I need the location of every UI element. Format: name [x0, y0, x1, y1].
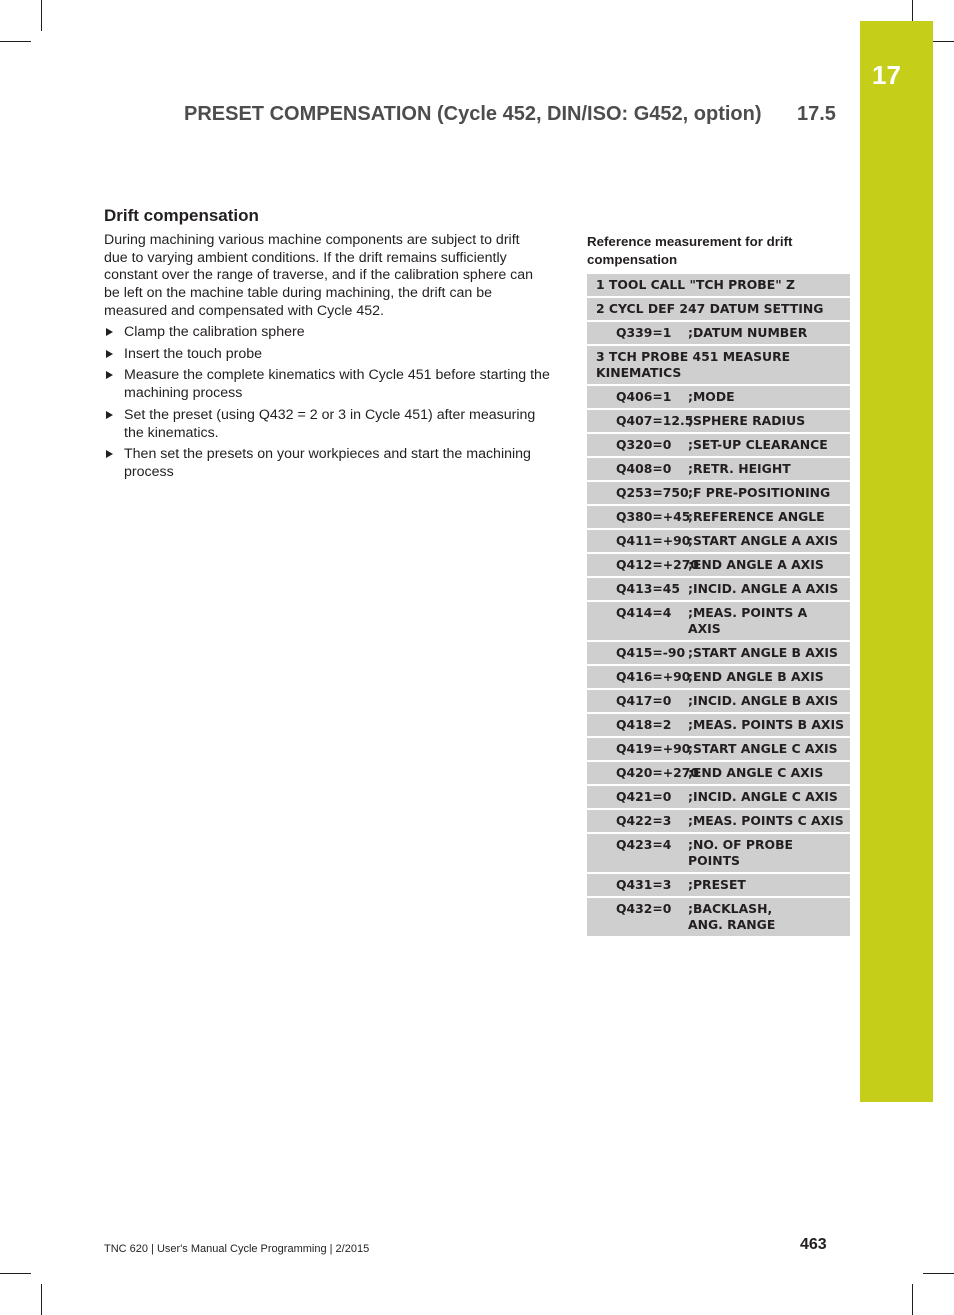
footer-text: TNC 620 | User's Manual Cycle Programming | 2/2015 [104, 1243, 370, 1255]
program-param-row [587, 738, 850, 762]
param-comment: ;END ANGLE A AXIS [688, 557, 824, 572]
param-name: Q422=3 [616, 813, 672, 828]
program-line-text: 3 TCH PROBE 451 MEASURE KINEMATICS [596, 349, 791, 380]
param-name: Q418=2 [616, 717, 672, 732]
param-name: Q421=0 [616, 789, 672, 804]
section-title: Drift compensation [104, 206, 259, 225]
param-name: Q380=+45 [616, 509, 691, 524]
instruction-list [104, 324, 554, 486]
param-comment: ;START ANGLE B AXIS [688, 645, 838, 660]
param-comment: ;MODE [688, 389, 735, 404]
chapter-tab [860, 21, 933, 1102]
param-comment: ;SET-UP CLEARANCE [688, 437, 828, 452]
program-line [587, 274, 850, 298]
list-item-text: Set the preset (using Q432 = 2 or 3 in Cycle 451) after measuring the kinematics. [124, 406, 536, 441]
bullet-arrow-icon [106, 328, 113, 336]
program-line [587, 346, 850, 386]
crop-mark [912, 1284, 913, 1315]
param-name: Q411=+90 [616, 533, 691, 548]
param-name: Q423=4 [616, 837, 672, 852]
bullet-arrow-icon [106, 350, 113, 358]
param-comment: ;INCID. ANGLE C AXIS [688, 789, 838, 804]
program-param-row [587, 666, 850, 690]
program-line-text: 1 TOOL CALL "TCH PROBE" Z [596, 277, 795, 292]
list-item-text: Insert the touch probe [124, 345, 263, 362]
crop-mark [41, 1284, 42, 1315]
param-comment: ;MEAS. POINTS C AXIS [688, 813, 844, 828]
program-param-row [587, 506, 850, 530]
program-param-row [587, 874, 850, 898]
param-name: Q419=+90 [616, 741, 691, 756]
program-param-row [587, 386, 850, 410]
program-param-row [587, 482, 850, 506]
program-param-row [587, 458, 850, 482]
crop-mark [41, 0, 42, 31]
program-line-text: 2 CYCL DEF 247 DATUM SETTING [596, 301, 824, 316]
param-name: Q415=-90 [616, 645, 686, 660]
param-comment: ;START ANGLE A AXIS [688, 533, 839, 548]
program-param-row [587, 810, 850, 834]
program-param-row [587, 642, 850, 666]
crop-mark [0, 1273, 31, 1274]
program-param-row [587, 410, 850, 434]
param-comment: ;SPHERE RADIUS [688, 413, 806, 428]
running-header-title: PRESET COMPENSATION (Cycle 452, DIN/ISO: G452, option) [184, 103, 762, 125]
program-listing [587, 274, 850, 938]
param-name: Q320=0 [616, 437, 672, 452]
param-name: Q417=0 [616, 693, 672, 708]
program-param-row [587, 578, 850, 602]
param-comment: ;START ANGLE C AXIS [688, 741, 838, 756]
param-comment: ;RETR. HEIGHT [688, 461, 791, 476]
param-comment: ;INCID. ANGLE A AXIS [688, 581, 839, 596]
list-item [104, 367, 554, 402]
chapter-number: 17 [872, 60, 901, 90]
program-param-row [587, 602, 850, 642]
list-item-text: Then set the presets on your workpieces and start the machining process [124, 446, 531, 480]
program-param-row [587, 690, 850, 714]
param-name: Q432=0 [616, 901, 672, 916]
param-name: Q416=+90 [616, 669, 691, 684]
bullet-arrow-icon [106, 411, 113, 419]
section-paragraph: During machining various machine components are subject to drift due to varying ambient conditions. If the drift remains sufficiently constant over the range of traverse, and if the calibration sphere can be left on the machine table during machining, the drift can be measured and compensated with Cycle 452. [104, 232, 534, 319]
param-comment: ;F PRE-POSITIONING [688, 485, 831, 500]
param-comment: ;END ANGLE C AXIS [688, 765, 824, 780]
program-param-row [587, 898, 850, 938]
param-comment: ;REFERENCE ANGLE [688, 509, 825, 524]
list-item-text: Clamp the calibration sphere [124, 324, 305, 340]
program-param-row [587, 322, 850, 346]
param-comment: ;DATUM NUMBER [688, 325, 808, 340]
program-param-row [587, 530, 850, 554]
program-param-row [587, 786, 850, 810]
param-comment: ;INCID. ANGLE B AXIS [688, 693, 839, 708]
program-title: Reference measurement for drift compensation [587, 234, 793, 267]
program-param-row [587, 762, 850, 786]
param-name: Q431=3 [616, 877, 672, 892]
param-comment: ;PRESET [688, 877, 746, 892]
program-param-row [587, 714, 850, 738]
param-comment: ;MEAS. POINTS B AXIS [688, 717, 845, 732]
param-comment: ;BACKLASH, ANG. RANGE [688, 901, 776, 932]
list-item-text: Measure the complete kinematics with Cycle 451 before starting the machining process [124, 367, 550, 402]
list-item [104, 324, 554, 342]
param-name: Q406=1 [616, 389, 672, 404]
param-name: Q413=45 [616, 581, 681, 596]
param-name: Q253=750 [616, 485, 689, 500]
param-name: Q414=4 [616, 605, 672, 620]
bullet-arrow-icon [106, 371, 113, 379]
program-param-row [587, 834, 850, 874]
program-line [587, 298, 850, 322]
param-comment: ;NO. OF PROBE POINTS [688, 837, 793, 868]
list-item [104, 407, 554, 442]
list-item [104, 346, 554, 364]
param-rows [587, 386, 850, 938]
list-item [104, 446, 554, 481]
crop-mark [923, 1273, 954, 1274]
program-param-row [587, 554, 850, 578]
param-name: Q420=+270 [616, 765, 700, 780]
page-number: 463 [800, 1236, 827, 1253]
param-comment: ;END ANGLE B AXIS [688, 669, 824, 684]
bullet-arrow-icon [106, 450, 113, 458]
program-param-row [587, 434, 850, 458]
param-name: Q412=+270 [616, 557, 700, 572]
crop-mark [0, 41, 31, 42]
running-header-section: 17.5 [797, 103, 836, 125]
param-name: Q407=12.5 [616, 413, 694, 428]
param-name: Q408=0 [616, 461, 672, 476]
param-name: Q339=1 [616, 325, 672, 340]
param-comment: ;MEAS. POINTS A AXIS [688, 605, 808, 636]
